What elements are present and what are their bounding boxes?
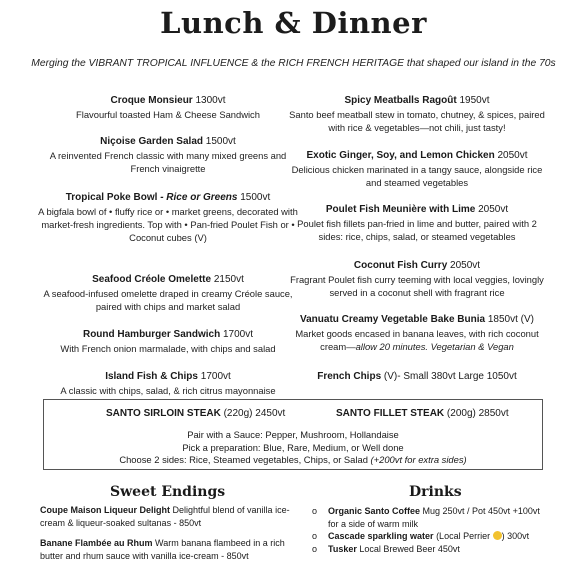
item-description: A classic with chips, salad, & rich citrus mayonnaise — [60, 385, 276, 396]
drink-description: (Local Perrier — [433, 531, 493, 541]
bullet-icon: o — [312, 543, 318, 554]
item-description: Santo beef meatball stew in tomato, chutney, & spices, paired with rice & vegetables—not chili, just tasty! — [289, 109, 545, 133]
item-name: Poulet Fish Meunière with Lime — [325, 204, 476, 215]
item-price: 2050vt — [494, 150, 528, 161]
menu-item — [37, 94, 299, 121]
item-name: Spicy Meatballs Ragoût — [344, 95, 457, 106]
item-name: French Chips — [317, 371, 382, 382]
sweet-endings-list — [40, 504, 290, 570]
steak-sides-note: (+200vt for extra sides) — [370, 454, 467, 465]
page-title: Lunch & Dinner — [160, 6, 427, 40]
dessert-description: Warm banana flambeed in a rich butter and rhum sauce with vanilla ice-cream - 850vt — [40, 538, 285, 561]
item-name: Round Hamburger Sandwich — [82, 329, 221, 340]
item-description: Fragrant Poulet fish curry teeming with local veggies, lovingly served in a coconut shell with fragrant rice — [290, 274, 544, 298]
drink-description: Local Brewed Beer 450vt — [356, 543, 460, 554]
dessert-name: Banane Flambée au Rhum — [40, 538, 153, 548]
bullet-icon: o — [312, 506, 318, 516]
item-description: Flavourful toasted Ham & Cheese Sandwich — [76, 109, 260, 120]
item-description: A reinvented French classic with many mixed greens and French vinaigrette — [49, 150, 287, 174]
drink-item — [312, 543, 552, 556]
item-name-suffix: - Rice or Greens — [157, 192, 238, 203]
steak-section — [43, 399, 543, 470]
menu-item — [286, 370, 548, 384]
dessert-item — [40, 537, 290, 562]
item-description: Poulet fish fillets pan-fried in lime and butter, paired with 2 sides: rice, chips, salad, or steamed vegetables — [297, 218, 537, 242]
menu-item — [286, 313, 548, 353]
menu-item — [37, 191, 299, 244]
item-description-note: allow 20 minutes. Vegetarian & Vegan — [355, 341, 514, 352]
drink-name: Tusker — [328, 543, 357, 554]
item-description — [286, 327, 548, 353]
item-description: A bigfala bowl of • fluffy rice or • market greens, decorated with market-fresh ingredients. Top with • Pan-fried Poulet Fish or • Coconut cubes (V) — [38, 206, 298, 243]
item-name: Vanuatu Creamy Vegetable Bake Bunia — [300, 314, 486, 325]
item-name: Croque Monsieur — [110, 95, 193, 106]
item-name: Island Fish & Chips — [105, 371, 198, 382]
item-price: 1300vt — [192, 95, 226, 106]
drink-item — [312, 505, 552, 530]
sirloin-name: SANTO SIRLOIN STEAK — [106, 408, 221, 419]
drink-description: Mug 250vt / Pot 450vt +100vt for a side of warm milk — [328, 506, 540, 529]
item-price: 1700vt — [220, 329, 254, 340]
item-price: 1950vt — [456, 95, 490, 106]
item-name: Tropical Poke Bowl — [65, 192, 158, 203]
steak-preparation-line: Pick a preparation: Blue, Rare, Medium, or Well done — [182, 441, 404, 453]
item-price: 1700vt — [197, 371, 231, 382]
steak-sides-line — [44, 454, 542, 467]
menu-item — [286, 149, 548, 189]
item-description-text: Market goods encased in banana leaves, with rich coconut cream— — [295, 328, 539, 352]
item-price: 2050vt — [447, 260, 481, 271]
menu-item — [37, 273, 299, 313]
smiley-icon — [493, 531, 502, 540]
fillet-name: SANTO FILLET STEAK — [336, 408, 445, 419]
dessert-name: Coupe Maison Liqueur Delight — [40, 505, 170, 515]
steak-sauce-line: Pair with a Sauce: Pepper, Mushroom, Hollandaise — [187, 429, 399, 440]
item-description: A seafood-infused omelette draped in creamy Créole sauce, paired with chips and market salad — [43, 288, 293, 312]
item-name: Exotic Ginger, Soy, and Lemon Chicken — [306, 150, 495, 161]
menu-item — [37, 328, 299, 355]
menu-item — [286, 94, 548, 134]
item-price: (V)- Small 380vt Large 1050vt — [381, 371, 517, 382]
sweet-endings-title: Sweet Endings — [110, 484, 226, 500]
sirloin-steak — [106, 408, 285, 421]
drink-name: Organic Santo Coffee — [328, 506, 421, 516]
dessert-description: Delightful blend of vanilla ice-cream & liqueur-soaked sultanas - 850vt — [40, 505, 290, 528]
menu-item — [286, 203, 548, 243]
sirloin-price: (220g) 2450vt — [220, 408, 286, 419]
steak-sides-text: Choose 2 sides: Rice, Steamed vegetables, Chips, or Salad — [119, 454, 371, 465]
item-description: Delicious chicken marinated in a tangy sauce, alongside rice and steamed vegetables — [291, 164, 543, 188]
drinks-title: Drinks — [409, 484, 462, 500]
item-price: 2150vt — [211, 274, 244, 285]
drinks-list — [312, 505, 552, 555]
menu-item — [286, 259, 548, 299]
item-name: Seafood Créole Omelette — [92, 274, 212, 285]
page-subtitle: Merging the VIBRANT TROPICAL INFLUENCE & the RICH FRENCH HERITAGE that shaped our island in the 70s — [31, 58, 556, 69]
bullet-icon: o — [312, 531, 318, 541]
drink-description-end: ) 300vt — [501, 531, 530, 541]
drink-name: Cascade sparkling water — [328, 531, 434, 541]
drink-item — [312, 530, 552, 543]
item-description: With French onion marmalade, with chips and salad — [60, 343, 276, 354]
item-price: 2050vt — [475, 204, 509, 215]
menu-item — [37, 370, 299, 397]
item-name: Niçoise Garden Salad — [100, 136, 203, 147]
item-price: 1500vt — [203, 136, 236, 147]
item-name: Coconut Fish Curry — [353, 260, 448, 271]
menu-item — [37, 135, 299, 175]
fillet-steak — [336, 408, 509, 421]
item-price: 1850vt (V) — [485, 314, 534, 325]
item-price: 1500vt — [237, 192, 271, 203]
dessert-item — [40, 504, 290, 529]
fillet-price: (200g) 2850vt — [444, 408, 509, 419]
